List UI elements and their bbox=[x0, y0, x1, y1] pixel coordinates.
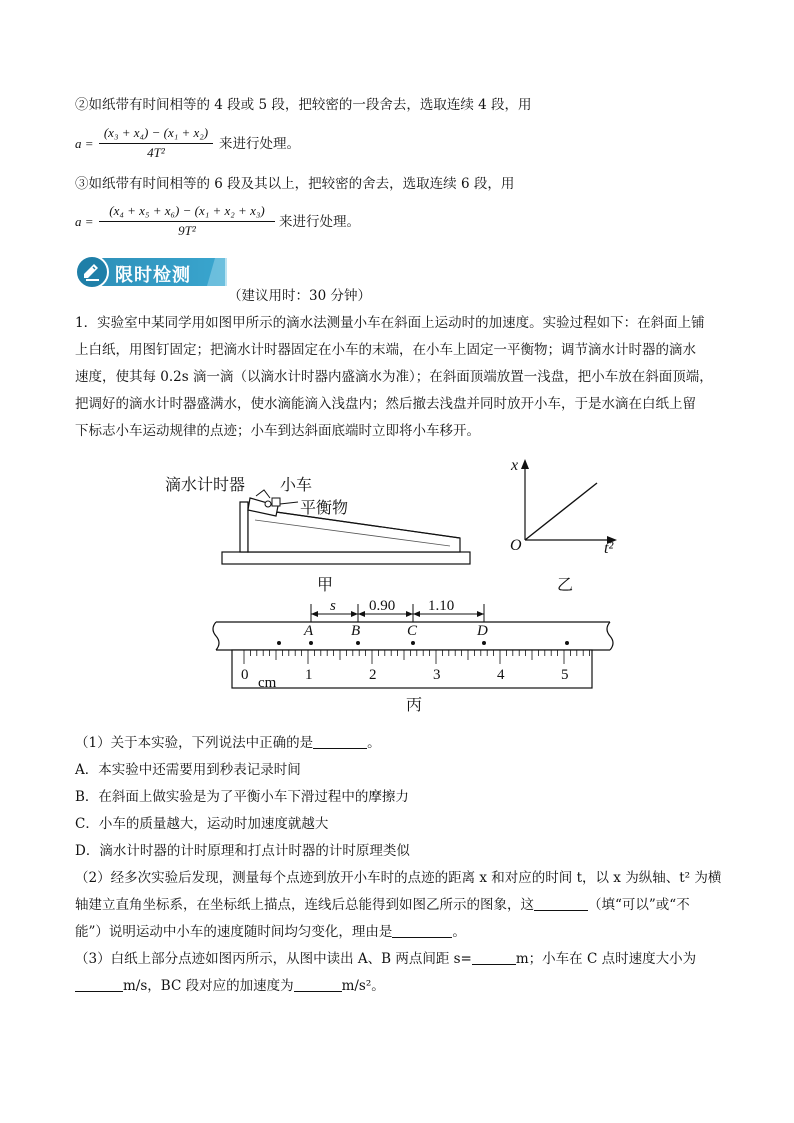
q1-stem-line-5: 下标志小车运动规律的点迹；小车到达斜面底端时立即将小车移开。 bbox=[75, 423, 480, 439]
label-balance-weight: 平衡物 bbox=[300, 498, 349, 517]
formula-3-denominator: 9T² bbox=[178, 223, 196, 238]
ruler-tick-2: 2 bbox=[369, 667, 377, 683]
dim-s-label: s bbox=[330, 598, 336, 614]
yi-origin-label: O bbox=[510, 537, 522, 554]
caption-jia: 甲 bbox=[317, 575, 334, 594]
intro-item-2: ②如纸带有时间相等的 4 段或 5 段，把较密的一段舍去，选取连续 4 段，用 bbox=[75, 97, 532, 113]
ruler-tick-4: 4 bbox=[497, 667, 505, 683]
q1-part-3-line-2-text: m/s，BC 段对应的加速度为 bbox=[123, 978, 294, 994]
caption-yi: 乙 bbox=[557, 575, 574, 594]
dim-bc-label: 0.90 bbox=[369, 598, 396, 614]
intro-item-3: ③如纸带有时间相等的 6 段及其以上，把较密的舍去，选取连续 6 段，用 bbox=[75, 176, 515, 192]
q1-part-3-line-2 bbox=[75, 977, 385, 995]
formula-3-fraction-bar bbox=[99, 221, 275, 222]
option-c: C．小车的质量越大，运动时加速度就越大 bbox=[75, 816, 329, 832]
ruler-tick-0: 0 bbox=[241, 667, 249, 683]
q1-part-1-text: （1）关于本实验，下列说法中正确的是 bbox=[75, 735, 314, 751]
option-b: B．在斜面上做实验是为了平衡小车下滑过程中的摩擦力 bbox=[75, 789, 409, 805]
section-banner bbox=[75, 254, 227, 290]
q1-part-2-line-1: （2）经多次实验后发现，测量每个点迹到放开小车时的点迹的距离 x 和对应的时间 t，以 x 为纵轴、t² 为横 bbox=[75, 870, 722, 886]
answer-blank-6[interactable] bbox=[294, 977, 342, 992]
answer-blank-4[interactable] bbox=[472, 950, 516, 965]
formula-2-lhs: a = bbox=[75, 136, 94, 151]
section-title: 限时检测 bbox=[115, 265, 191, 286]
formula-2-numerator: (x₃ + x₄) − (x₁ + x₂) bbox=[103, 125, 209, 140]
formula-2-denominator: 4T² bbox=[147, 145, 165, 160]
point-c-label: C bbox=[407, 623, 418, 639]
answer-blank-1[interactable] bbox=[313, 734, 367, 749]
q1-part-2-line-3-tail: 。 bbox=[452, 924, 466, 940]
ruler-unit: cm bbox=[258, 675, 277, 691]
ruler-tick-3: 3 bbox=[433, 667, 441, 683]
answer-blank-3[interactable] bbox=[392, 923, 452, 938]
q1-part-3-line-1 bbox=[75, 950, 696, 968]
q1-part-1-tail: 。 bbox=[367, 735, 381, 751]
point-a-label: A bbox=[304, 623, 314, 639]
formula-2-fraction-bar bbox=[99, 143, 213, 144]
answer-blank-5[interactable] bbox=[75, 977, 123, 992]
formula-3-lhs: a = bbox=[75, 214, 94, 229]
q1-part-2-line-2-tail: （填“可以”或“不 bbox=[588, 897, 690, 913]
ruler-tick-5: 5 bbox=[561, 667, 569, 683]
label-car: 小车 bbox=[280, 475, 313, 494]
point-b-label: B bbox=[351, 623, 361, 639]
yi-y-axis-label: x bbox=[511, 457, 519, 474]
q1-stem-line-3: 速度，使其每 0.2s 滴一滴（以滴水计时器内盛滴水为准）；在斜面顶端放置一浅盘，把小车放在斜面顶端， bbox=[75, 369, 713, 385]
label-dripping-timer: 滴水计时器 bbox=[165, 475, 246, 494]
formula-3-tail: 来进行处理。 bbox=[279, 214, 360, 230]
q1-part-1 bbox=[75, 734, 381, 752]
q1-part-3-line-1-tail: m；小车在 C 点时速度大小为 bbox=[515, 951, 697, 967]
dim-cd-label: 1.10 bbox=[428, 598, 455, 614]
suggested-time: （建议用时：30 分钟） bbox=[228, 288, 371, 304]
q1-part-2-line-2-text: 轴建立直角坐标系，在坐标纸上描点，连线后总能得到如图乙所示的图象，这 bbox=[75, 897, 534, 913]
q1-stem-line-4: 把调好的滴水计时器盛满水，使水滴能滴入浅盘内；然后撤去浅盘并同时放开小车，于是水滴在白纸上留 bbox=[75, 396, 696, 412]
formula-3-numerator: (x₄ + x₅ + x₆) − (x₁ + x₂ + x₃) bbox=[109, 203, 265, 218]
q1-part-3-line-1-text: （3）白纸上部分点迹如图丙所示，从图中读出 A、B 两点间距 s= bbox=[75, 951, 472, 967]
formula-2-tail: 来进行处理。 bbox=[219, 136, 300, 152]
pencil-icon bbox=[80, 260, 104, 284]
yi-x-axis-label: t² bbox=[604, 540, 614, 557]
ruler-tick-1: 1 bbox=[305, 667, 313, 683]
caption-bing: 丙 bbox=[406, 695, 423, 714]
q1-part-2-line-2 bbox=[75, 896, 690, 914]
point-d-label: D bbox=[477, 623, 488, 639]
option-a: A．本实验中还需要用到秒表记录时间 bbox=[75, 762, 301, 778]
q1-part-2-line-3-text: 能”）说明运动中小车的速度随时间均匀变化，理由是 bbox=[75, 924, 393, 940]
q1-stem-line-1: 1．实验室中某同学用如图甲所示的滴水法测量小车在斜面上运动时的加速度。实验过程如下：在斜面上铺 bbox=[75, 315, 705, 331]
option-d: D．滴水计时器的计时原理和打点计时器的计时原理类似 bbox=[75, 843, 410, 859]
q1-stem-line-2: 上白纸，用图钉固定；把滴水计时器固定在小车的末端，在小车上固定一平衡物；调节滴水计时器的滴水 bbox=[75, 342, 696, 358]
answer-blank-2[interactable] bbox=[534, 896, 588, 911]
q1-part-2-line-3 bbox=[75, 923, 466, 941]
q1-part-3-line-2-tail: m/s²。 bbox=[341, 978, 385, 994]
